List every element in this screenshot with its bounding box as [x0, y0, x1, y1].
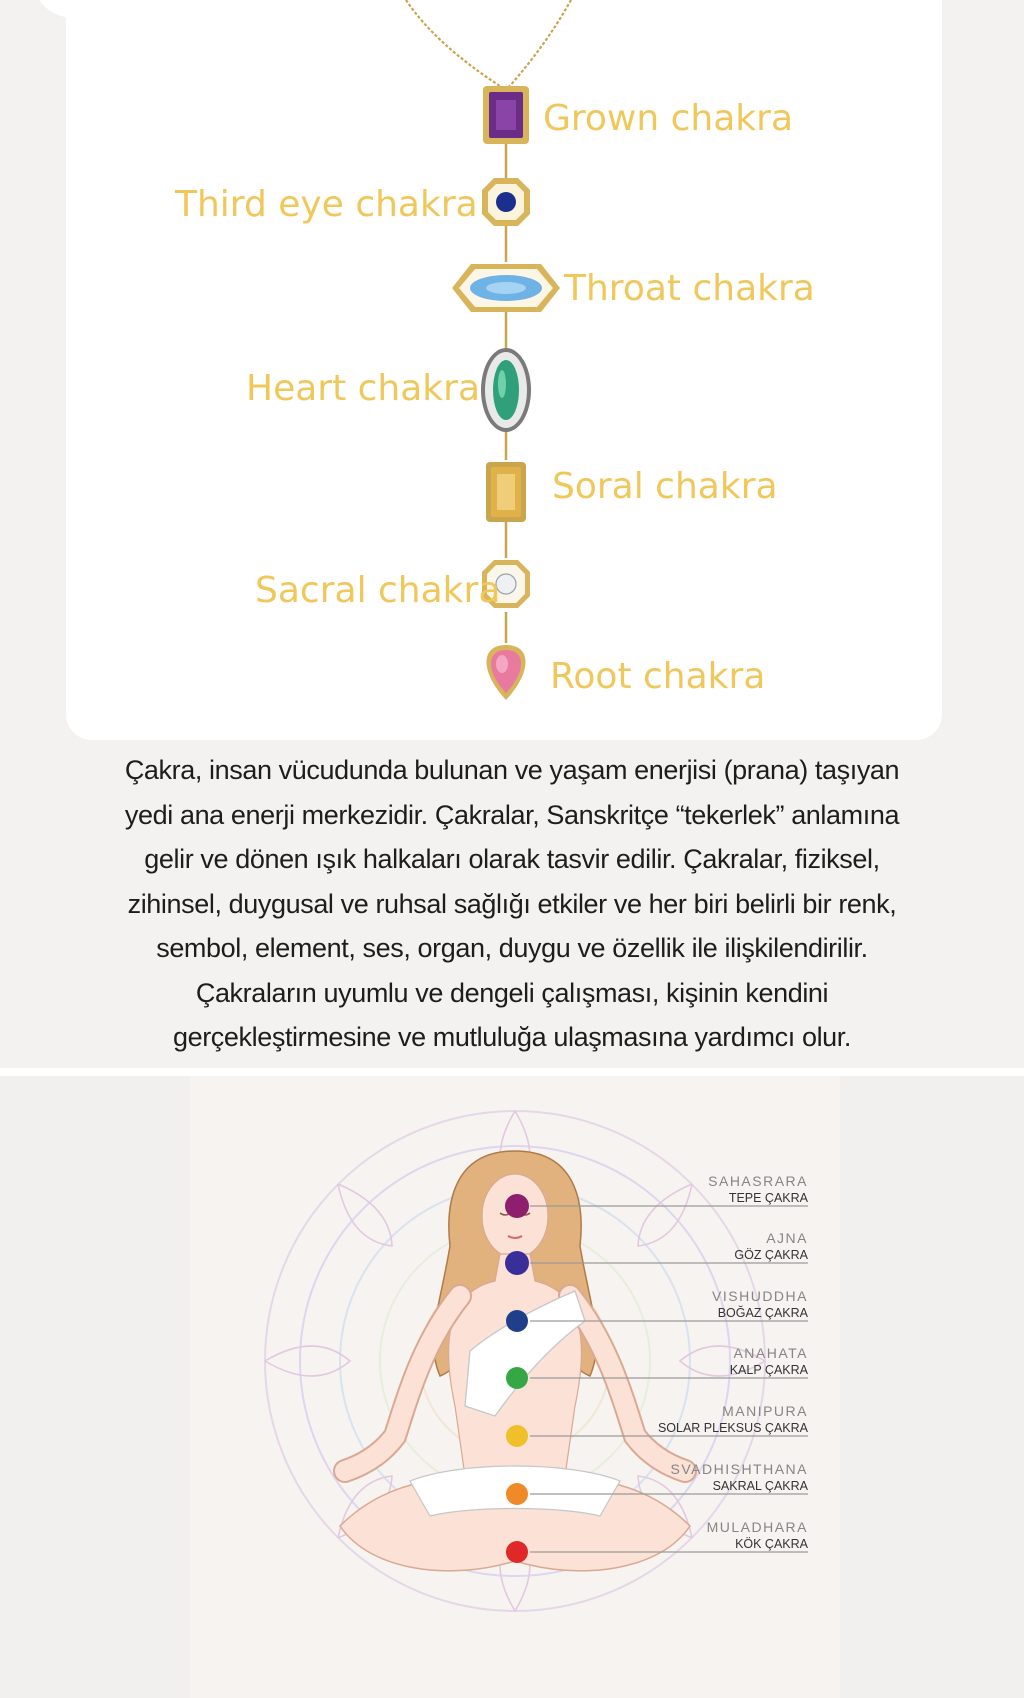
label-crown-chakra: Grown chakra — [543, 98, 794, 139]
chakra-dot-crown — [505, 1194, 529, 1218]
chakra-description — [110, 748, 914, 1060]
chakra-sanskrit-name: AJNA — [766, 1230, 808, 1246]
label-root-chakra: Root chakra — [550, 656, 766, 697]
chakra-turkish-name: SOLAR PLEKSUS ÇAKRA — [657, 1421, 808, 1435]
description-line: gelir ve dönen ışık halkaları olarak tasvir edilir. Çakralar, fiziksel, — [144, 844, 880, 874]
chakra-dot-sacral — [506, 1483, 528, 1505]
label-throat-chakra: Throat chakra — [564, 268, 815, 309]
chakra-dot-throat — [506, 1310, 528, 1332]
description-line: zihinsel, duygusal ve ruhsal sağlığı etkiler ve her biri belirli bir renk, — [127, 888, 897, 919]
label-heart-chakra: Heart chakra — [246, 368, 481, 409]
chakra-sanskrit-name: MANIPURA — [722, 1403, 808, 1419]
description-line: yedi ana enerji merkezidir. Çakralar, Sanskritçe “tekerlek” anlamına — [124, 799, 900, 830]
label-third-eye-chakra: Third eye chakra — [175, 184, 478, 225]
chakra-necklace-illustration — [66, 0, 942, 740]
chakra-sanskrit-name: SVADHISHTHANA — [670, 1461, 808, 1477]
necklace-image-card — [66, 0, 942, 740]
description-line: gerçekleştirmesine ve mutluluğa ulaşmasına yardımcı olur. — [172, 1022, 851, 1052]
chakra-turkish-name: GÖZ ÇAKRA — [734, 1248, 808, 1262]
citrine-solar-gem — [486, 462, 526, 522]
chakra-sanskrit-name: SAHASRARA — [708, 1173, 808, 1189]
necklace-chain — [406, 0, 571, 88]
chakra-turkish-name: KALP ÇAKRA — [729, 1363, 808, 1377]
amethyst-crown-gem — [483, 86, 529, 144]
chakra-dot-root — [506, 1541, 528, 1563]
chakra-turkish-name: BOĞAZ ÇAKRA — [717, 1306, 808, 1320]
topaz-throat-gem — [452, 264, 560, 312]
chakra-dot-third-eye — [505, 1251, 529, 1275]
chakra-sanskrit-name: VISHUDDHA — [712, 1288, 808, 1304]
label-solar-chakra: Soral chakra — [552, 466, 778, 507]
label-sacral-chakra: Sacral chakra — [255, 570, 501, 611]
chakra-sanskrit-name: MULADHARA — [706, 1519, 808, 1535]
chakra-turkish-name: SAKRAL ÇAKRA — [712, 1479, 808, 1493]
sapphire-third-eye-gem — [482, 178, 530, 226]
chakra-dot-heart — [506, 1367, 528, 1389]
chakra-sanskrit-name: ANAHATA — [733, 1345, 808, 1361]
pink-tourmaline-root-gem — [487, 645, 526, 700]
description-line: Çakraların uyumlu ve dengeli çalışması, kişinin kendini — [195, 977, 829, 1008]
chakra-turkish-name: TEPE ÇAKRA — [728, 1191, 808, 1205]
meditation-illustration-panel — [0, 1076, 1024, 1698]
chakra-dot-solar — [506, 1425, 528, 1447]
section-divider — [0, 1068, 1024, 1076]
description-line: Çakra, insan vücudunda bulunan ve yaşam enerjisi (prana) taşıyan — [124, 755, 900, 785]
emerald-heart-gem — [481, 348, 531, 432]
meditating-woman-illustration — [0, 1076, 1024, 1698]
chakra-turkish-name: KÖK ÇAKRA — [735, 1537, 808, 1551]
description-line: sembol, element, ses, organ, duygu ve özellik ile ilişkilendirilir. — [156, 933, 868, 963]
